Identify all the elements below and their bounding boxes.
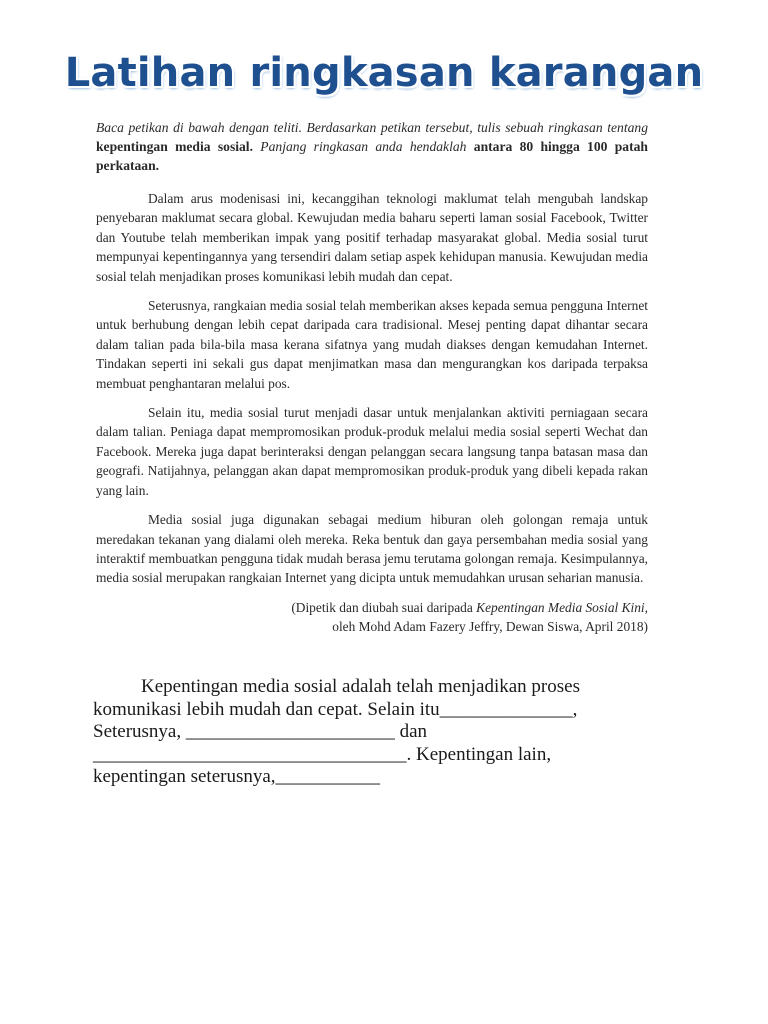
passage-paragraph-4: Media sosial juga digunakan sebagai medium hiburan oleh golongan remaja untuk meredakan tekanan yang dialami oleh mereka. Reka bentuk dan gaya persembahan media sosial yang interaktif membuatkan pengguna tidak mudah berasa jemu terutama golongan remaja. Kesimpulannya, media sosial merupakan rangkaian Internet yang dicipta untuk memudahkan urusan seharian manusia. [96, 512, 648, 586]
citation-prefix: (Dipetik dan diubah suai daripada [291, 599, 473, 615]
citation [96, 598, 648, 636]
answer-line-2: komunikasi lebih mudah dan cepat. Selain itu______________, [93, 698, 578, 720]
instruction [96, 118, 648, 175]
answer-line-3: Seterusnya, ______________________ dan [93, 721, 428, 742]
citation-line-2: oleh Mohd Adam Fazery Jeffry, Dewan Siswa, April 2018) [332, 618, 648, 634]
passage-paragraph-2: Seterusnya, rangkaian media sosial telah memberikan akses kepada semua pengguna Internet untuk berhubung dengan lebih cepat daripada cara tradisional. Mesej penting dapat dihantar secara dalam talian pada bila-bila masa kerana sifatnya yang mudah diakses dengan kemudahan Internet. Tindakan seperti ini sekali gus dapat menjimatkan masa dan mengurangkan kos daripada terpaksa membuat penghantaran melalui pos. [96, 298, 648, 391]
answer-line-4: _________________________________. Kepentingan lain, [93, 743, 552, 765]
page-title: Latihan ringkasan karangan [64, 50, 704, 96]
passage-scan [96, 118, 648, 648]
citation-line-1 [96, 598, 648, 617]
instruction-bold-2: antara 80 hingga 100 patah perkataan. [96, 139, 648, 173]
passage-paragraph-1: Dalam arus modenisasi ini, kecanggihan teknologi maklumat telah mengubah landskap penyebaran maklumat secara global. Kewujudan media baharu seperti laman sosial Facebook, Twitter dan Youtube telah memberikan impak yang positif terhadap masyarakat global. Media sosial turut mempunyai kepentingannya yang tersendiri dalam setiap aspek kehidupan manusia. Kewujudan media sosial telah menjadikan proses komunikasi lebih mudah dan cepat. [96, 191, 648, 284]
citation-source-title: Kepentingan Media Sosial Kini, [476, 599, 648, 615]
summary-answer [93, 676, 633, 789]
instruction-part-1: Baca petikan di bawah dengan teliti. Berdasarkan petikan tersebut, tulis sebuah ringkasan tentang [96, 120, 648, 135]
instruction-bold-1: kepentingan media sosial. [96, 139, 253, 154]
answer-line-1: Kepentingan media sosial adalah telah menjadikan proses [141, 676, 580, 697]
answer-line-5: kepentingan seterusnya,___________ [93, 766, 381, 787]
instruction-part-2: Panjang ringkasan anda hendaklah [260, 139, 467, 154]
passage-paragraph-3: Selain itu, media sosial turut menjadi dasar untuk menjalankan aktiviti perniagaan secara dalam talian. Peniaga dapat mempromosikan produk-produk melalui media sosial seperti Wechat dan Facebook. Mereka juga dapat berinteraksi dengan pelanggan secara langsung tanpa batasan masa dan geografi. Natijahnya, pelanggan akan dapat mempromosikan produk-produk yang dibeli kepada rakan yang lain. [96, 405, 648, 498]
